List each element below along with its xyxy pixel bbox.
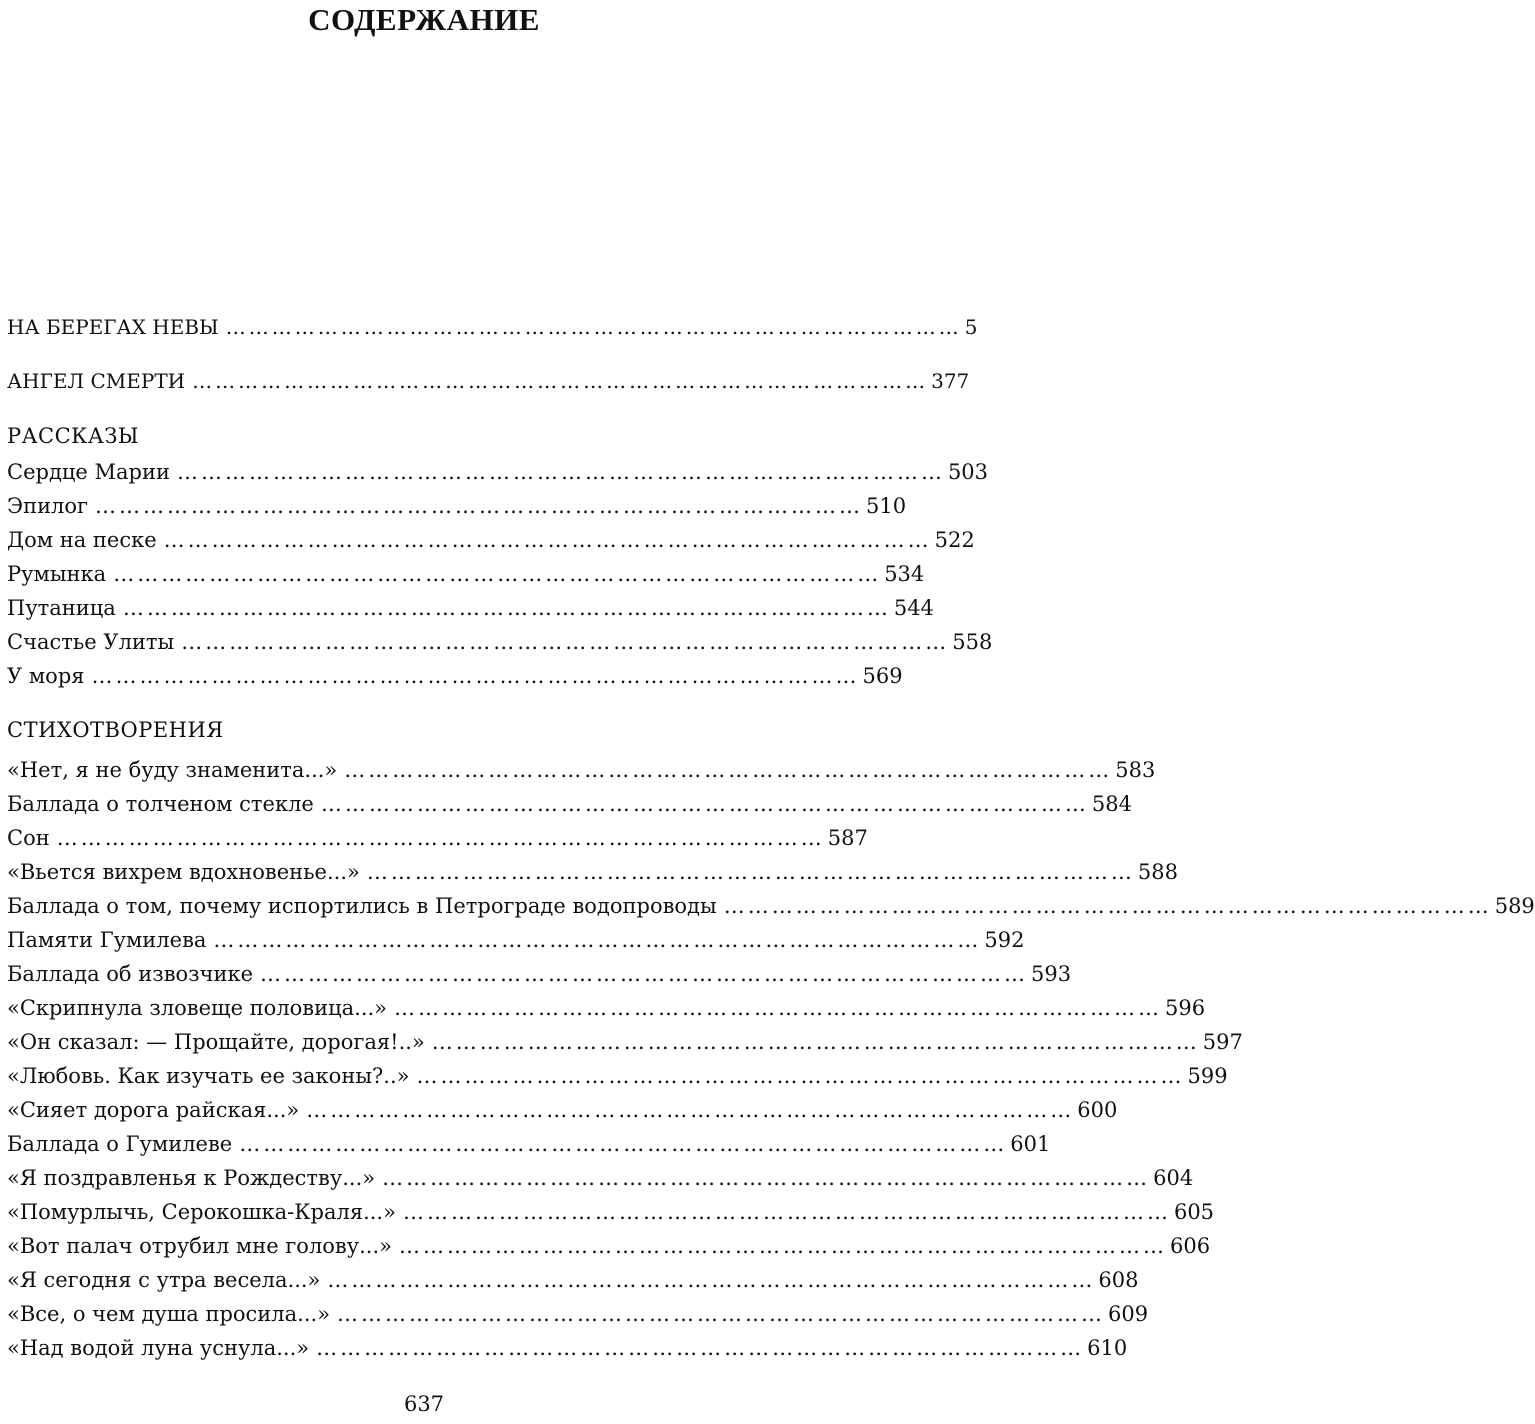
leader-dots: …………………………………………………………………………………… xyxy=(431,1030,1200,1054)
toc-row xyxy=(7,1232,1211,1260)
leader-dots: …………………………………………………………………………………… xyxy=(192,369,929,393)
toc-row xyxy=(7,1130,1051,1158)
toc-entry-title: «Я поздравленья к Рождеству...» xyxy=(7,1166,376,1190)
toc-row xyxy=(7,892,1535,920)
leader-dots: …………………………………………………………………………………… xyxy=(163,528,932,552)
toc-entry-title: Баллада о Гумилеве xyxy=(7,1132,233,1156)
leader-dots: …………………………………………………………………………………… xyxy=(416,1064,1185,1088)
leader-dots: …………………………………………………………………………………… xyxy=(56,826,825,850)
leader-dots: …………………………………………………………………………………… xyxy=(239,1132,1008,1156)
leader-dots: …………………………………………………………………………………… xyxy=(394,996,1163,1020)
toc-row xyxy=(7,960,1072,988)
toc-entry-title: Сон xyxy=(7,826,50,850)
toc-row xyxy=(7,492,907,520)
toc-row xyxy=(7,313,978,341)
toc-entry-page: 522 xyxy=(934,528,975,552)
toc-row xyxy=(7,1096,1118,1124)
leader-dots: …………………………………………………………………………………… xyxy=(344,758,1113,782)
toc-entry-page: 544 xyxy=(893,596,934,620)
leader-dots: …………………………………………………………………………………… xyxy=(382,1166,1151,1190)
toc-row xyxy=(7,1164,1194,1192)
leader-dots: …………………………………………………………………………………… xyxy=(122,596,891,620)
toc-row xyxy=(7,994,1206,1022)
leader-dots: …………………………………………………………………………………… xyxy=(260,962,1029,986)
toc-entry-title: Сердце Марии xyxy=(7,460,170,484)
toc-row xyxy=(7,824,868,852)
section-heading: РАССКАЗЫ xyxy=(7,424,140,448)
toc-entry-page: 510 xyxy=(866,494,907,518)
leader-dots: …………………………………………………………………………………… xyxy=(225,315,962,339)
toc-row xyxy=(7,1266,1139,1294)
toc-entry-title: У моря xyxy=(7,664,85,688)
toc-entry-title: «Помурлычь, Серокошка-Краля...» xyxy=(7,1200,396,1224)
toc-entry-title: «Я сегодня с утра весела...» xyxy=(7,1268,321,1292)
toc-row xyxy=(7,526,975,554)
toc-entry-title: «Он сказал: — Прощайте, дорогая!..» xyxy=(7,1030,425,1054)
toc-entry-title: «Скрипнула зловеще половица...» xyxy=(7,996,388,1020)
toc-entry-page: 599 xyxy=(1187,1064,1228,1088)
toc-entry-page: 592 xyxy=(984,928,1025,952)
toc-entry-page: 583 xyxy=(1115,758,1156,782)
toc-entry-page: 593 xyxy=(1031,962,1072,986)
toc-entry-page: 610 xyxy=(1087,1336,1128,1360)
toc-row xyxy=(7,1300,1149,1328)
leader-dots: …………………………………………………………………………………… xyxy=(181,630,950,654)
toc-entry-title: Баллада об извозчике xyxy=(7,962,254,986)
section-heading: СТИХОТВОРЕНИЯ xyxy=(7,718,224,742)
leader-dots: …………………………………………………………………………………… xyxy=(213,928,982,952)
toc-entry-page: 608 xyxy=(1098,1268,1139,1292)
leader-dots: …………………………………………………………………………………… xyxy=(91,664,860,688)
toc-entry-title: «Вот палач отрубил мне голову...» xyxy=(7,1234,392,1258)
toc-entry-title: АНГЕЛ СМЕРТИ xyxy=(7,369,186,393)
toc-entry-title: «Нет, я не буду знаменита...» xyxy=(7,758,338,782)
toc-entry-page: 569 xyxy=(862,664,903,688)
leader-dots: …………………………………………………………………………………… xyxy=(366,860,1135,884)
page-number: 637 xyxy=(403,1392,445,1416)
leader-dots: …………………………………………………………………………………… xyxy=(316,1336,1085,1360)
page-title: СОДЕРЖАНИЕ xyxy=(308,2,540,37)
toc-entry-title: Баллада о толченом стекле xyxy=(7,792,314,816)
toc-entry-title: Дом на песке xyxy=(7,528,157,552)
leader-dots: …………………………………………………………………………………… xyxy=(95,494,864,518)
toc-row xyxy=(7,926,1025,954)
toc-entry-title: НА БЕРЕГАХ НЕВЫ xyxy=(7,315,219,339)
toc-row xyxy=(7,367,970,395)
toc-entry-title: «Все, о чем душа просила...» xyxy=(7,1302,331,1326)
toc-entry-page: 558 xyxy=(952,630,993,654)
toc-row xyxy=(7,662,903,690)
toc-entry-page: 604 xyxy=(1153,1166,1194,1190)
toc-entry-page: 587 xyxy=(827,826,868,850)
toc-entry-title: Румынка xyxy=(7,562,107,586)
toc-entry-page: 377 xyxy=(931,369,970,393)
toc-entry-page: 600 xyxy=(1077,1098,1118,1122)
toc-entry-page: 5 xyxy=(964,315,978,339)
toc-entry-page: 589 xyxy=(1494,894,1535,918)
toc-row xyxy=(7,756,1156,784)
toc-entry-page: 606 xyxy=(1169,1234,1211,1258)
toc-entry-page: 601 xyxy=(1010,1132,1051,1156)
toc-row xyxy=(7,1062,1228,1090)
leader-dots: …………………………………………………………………………………… xyxy=(723,894,1492,918)
toc-entry-title: «Любовь. Как изучать ее законы?..» xyxy=(7,1064,410,1088)
toc-entry-title: «Сияет дорога райская...» xyxy=(7,1098,300,1122)
toc-entry-page: 503 xyxy=(947,460,989,484)
toc-row xyxy=(7,458,989,486)
toc-entry-title: Счастье Улиты xyxy=(7,630,175,654)
toc-row xyxy=(7,1334,1128,1362)
toc-entry-page: 605 xyxy=(1173,1200,1215,1224)
leader-dots: …………………………………………………………………………………… xyxy=(337,1302,1106,1326)
leader-dots: …………………………………………………………………………………… xyxy=(113,562,882,586)
toc-entry-page: 534 xyxy=(884,562,925,586)
toc-row xyxy=(7,790,1132,818)
toc-row xyxy=(7,594,934,622)
toc-entry-title: Путаница xyxy=(7,596,116,620)
toc-row xyxy=(7,560,925,588)
toc-entry-page: 597 xyxy=(1202,1030,1243,1054)
leader-dots: …………………………………………………………………………………… xyxy=(320,792,1089,816)
toc-row xyxy=(7,1028,1243,1056)
toc-entry-title: Памяти Гумилева xyxy=(7,928,207,952)
toc-entry-title: «Над водой луна уснула...» xyxy=(7,1336,310,1360)
leader-dots: …………………………………………………………………………………… xyxy=(402,1200,1171,1224)
toc-row xyxy=(7,1198,1215,1226)
leader-dots: …………………………………………………………………………………… xyxy=(398,1234,1167,1258)
toc-entry-title: Эпилог xyxy=(7,494,89,518)
toc-row xyxy=(7,858,1178,886)
leader-dots: …………………………………………………………………………………… xyxy=(327,1268,1096,1292)
toc-entry-page: 588 xyxy=(1137,860,1178,884)
leader-dots: …………………………………………………………………………………… xyxy=(176,460,945,484)
toc-entry-page: 596 xyxy=(1165,996,1206,1020)
toc-entry-title: Баллада о том, почему испортились в Петрограде водопроводы xyxy=(7,894,717,918)
toc-entry-page: 609 xyxy=(1108,1302,1149,1326)
toc-entry-title: «Вьется вихрем вдохновенье...» xyxy=(7,860,360,884)
leader-dots: …………………………………………………………………………………… xyxy=(306,1098,1075,1122)
toc-row xyxy=(7,628,993,656)
toc-entry-page: 584 xyxy=(1091,792,1132,816)
